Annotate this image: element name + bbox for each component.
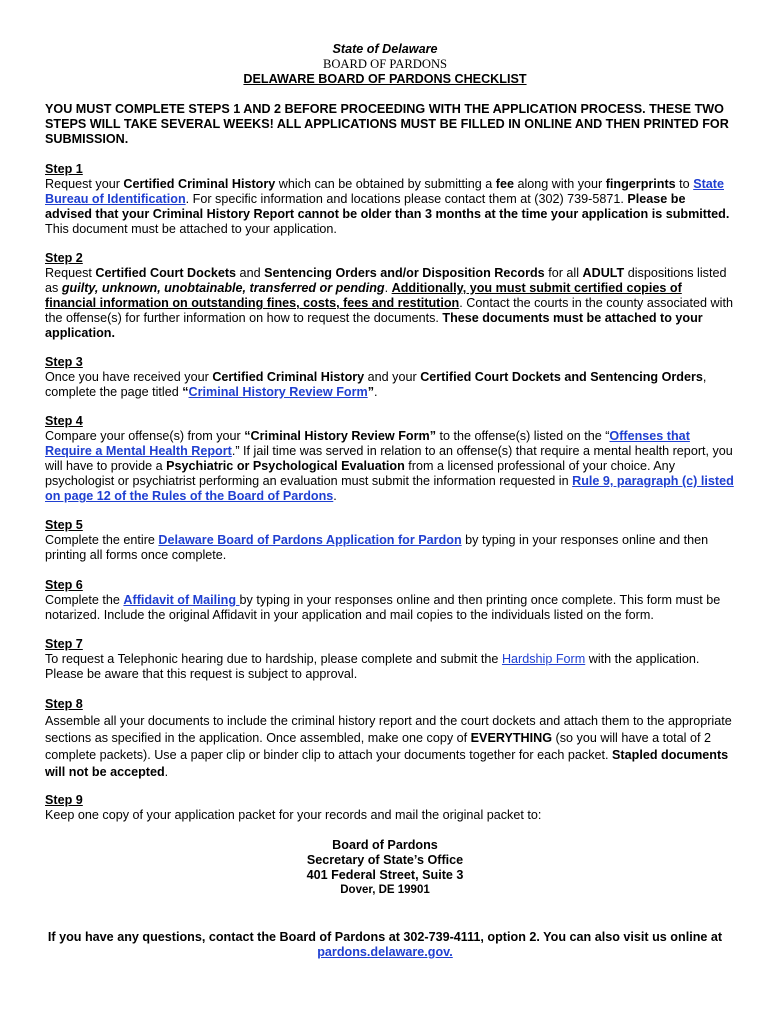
address-line-3: 401 Federal Street, Suite 3 (306, 868, 464, 882)
step-4 (45, 414, 735, 504)
step-3-bold: Certified Criminal History (212, 370, 365, 384)
step-4-title: Step 4 (45, 414, 83, 428)
step-5 (45, 518, 735, 563)
step-7-title: Step 7 (45, 637, 83, 651)
checklist-title: DELAWARE BOARD OF PARDONS CHECKLIST (243, 72, 527, 86)
mailing-address (0, 838, 770, 898)
step-3-text: and your (364, 370, 421, 384)
step-2-body (45, 266, 735, 341)
step-1-text: to (675, 177, 694, 191)
document-header (0, 42, 770, 87)
step-4-text: Compare your offense(s) from your (45, 429, 245, 443)
step-1 (45, 162, 735, 237)
hardship-form-link[interactable]: Hardship Form (501, 652, 586, 666)
board-heading: BOARD OF PARDONS (322, 57, 448, 71)
step-7-body (45, 652, 735, 682)
step-8-title: Step 8 (45, 697, 83, 711)
state-bureau-link[interactable]: State Bureau of Identification (45, 177, 724, 206)
step-2-text: and (236, 266, 265, 280)
step-1-text: which can be obtained by submitting a (275, 177, 496, 191)
step-2-bold: Sentencing Orders and/or Disposition Records (264, 266, 545, 280)
step-9 (45, 793, 735, 823)
step-1-bold: fingerprints (605, 177, 676, 191)
step-3-text: . (374, 385, 378, 399)
step-2 (45, 251, 735, 341)
pardons-website-link[interactable]: pardons.delaware.gov. (317, 945, 453, 959)
step-3-text: , complete the page titled (45, 370, 707, 399)
step-5-text: Complete the entire (45, 533, 159, 547)
step-3-body (45, 370, 735, 400)
step-3-title: Step 3 (45, 355, 83, 369)
step-1-text: . For specific information and locations please contact them at (302) 739-5871. (185, 192, 628, 206)
step-5-body (45, 533, 735, 563)
step-4-text: to the offense(s) listed on the “ (436, 429, 610, 443)
step-4-text: from a licensed professional of your choice. Any psychologist or psychiatrist performing an evaluation must submit the information requested in (45, 459, 675, 488)
step-8-text: . (164, 765, 169, 779)
step-1-text: This document must be attached to your application. (45, 222, 337, 236)
step-8-bold: Stapled documents will not be accepted (45, 748, 729, 779)
step-1-body (45, 177, 735, 237)
warning-notice: YOU MUST COMPLETE STEPS 1 AND 2 BEFORE PROCEEDING WITH THE APPLICATION PROCESS. THESE TWO STEPS WILL TAKE SEVERAL WEEKS! ALL APPLICATIONS MUST BE FILLED IN ONLINE AND THEN PRINTED FOR SUBMISSION. (45, 102, 729, 146)
step-4-body (45, 429, 735, 504)
step-1-bold: Please be advised that your Criminal History Report cannot be older than 3 months at the time your application is submitted. (45, 192, 730, 221)
step-8-text: Assemble all your documents to include the criminal history report and the court dockets and attach them to the appropriate sections as specified in the application. Once assembled, make one copy of (45, 714, 732, 745)
step-2-bold: These documents must be attached to your application. (45, 311, 703, 340)
step-8-bold: EVERYTHING (470, 731, 553, 745)
criminal-history-review-form-link[interactable]: Criminal History Review Form (188, 385, 368, 399)
step-2-text: dispositions listed as (45, 266, 727, 295)
step-1-bold: fee (495, 177, 514, 191)
step-6-body (45, 593, 735, 623)
step-6-title: Step 6 (45, 578, 83, 592)
step-4-bold: “Criminal History Review Form” (244, 429, 437, 443)
step-1-bold: Certified Criminal History (123, 177, 276, 191)
step-8-body (45, 713, 735, 781)
step-8-text: (so you will have a total of 2 complete packets). Use a paper clip or binder clip to attach your documents together for each packet. (45, 731, 711, 762)
step-2-bold-italic: guilty, unknown, unobtainable, transferred or pending (61, 281, 385, 295)
step-3-bold: Certified Court Dockets and Sentencing Orders (420, 370, 703, 384)
step-3 (45, 355, 735, 400)
step-2-bold: ADULT (582, 266, 625, 280)
step-2-text: . (384, 281, 392, 295)
step-2-text: Request (45, 266, 96, 280)
step-3-quote: “ (182, 385, 189, 399)
step-6 (45, 578, 735, 623)
step-2-text: . Contact the courts in the county associated with the offense(s) for further information on how to request the documents. (45, 296, 733, 325)
state-heading: State of Delaware (332, 42, 438, 56)
step-8 (45, 696, 735, 781)
rule-9-paragraph-c-link[interactable]: Rule 9, paragraph (c) listed on page 12 of the Rules of the Board of Pardons (45, 474, 734, 503)
step-1-text: Request your (45, 177, 124, 191)
step-1-title: Step 1 (45, 162, 83, 176)
step-2-bold: Certified Court Dockets (95, 266, 237, 280)
step-9-title: Step 9 (45, 793, 83, 807)
address-line-1: Board of Pardons (332, 838, 438, 852)
step-3-text: Once you have received your (45, 370, 213, 384)
step-7 (45, 637, 735, 682)
step-2-text: for all (544, 266, 583, 280)
step-9-body: Keep one copy of your application packet for your records and mail the original packet to: (45, 808, 542, 822)
step-2-bold-underline: Additionally, you must submit certified copies of financial information on outstanding fines, costs, fees and restitution (45, 281, 682, 310)
application-for-pardon-link[interactable]: Delaware Board of Pardons Application for Pardon (158, 533, 462, 547)
step-6-text: Complete the (45, 593, 124, 607)
address-line-4: Dover, DE 19901 (340, 884, 430, 896)
step-3-quote: ” (367, 385, 374, 399)
step-4-text: . (333, 489, 337, 503)
step-5-title: Step 5 (45, 518, 83, 532)
offenses-mental-health-link[interactable]: Offenses that Require a Mental Health Report (45, 429, 690, 458)
step-5-text: by typing in your responses online and then printing all forms once complete. (45, 533, 709, 562)
step-7-text: with the application. Please be aware that this request is subject to approval. (45, 652, 700, 681)
affidavit-of-mailing-link[interactable]: Affidavit of Mailing (123, 593, 240, 607)
step-6-text: by typing in your responses online and then printing once complete. This form must be notarized. Include the original Affidavit in your application and mail copies to the individuals listed on the form. (45, 593, 721, 622)
step-1-text: along with your (514, 177, 606, 191)
step-7-text: To request a Telephonic hearing due to hardship, please complete and submit the (45, 652, 502, 666)
step-4-bold: Psychiatric or Psychological Evaluation (166, 459, 405, 473)
step-2-title: Step 2 (45, 251, 83, 265)
address-line-2: Secretary of State’s Office (306, 853, 464, 867)
footer-text: If you have any questions, contact the Board of Pardons at 302-739-4111, option 2. You can also visit us online at (47, 930, 723, 944)
contact-footer (30, 930, 740, 960)
step-4-text: .” If jail time was served in relation to an offense(s) that require a mental health report, you will have to provide a (45, 444, 733, 473)
